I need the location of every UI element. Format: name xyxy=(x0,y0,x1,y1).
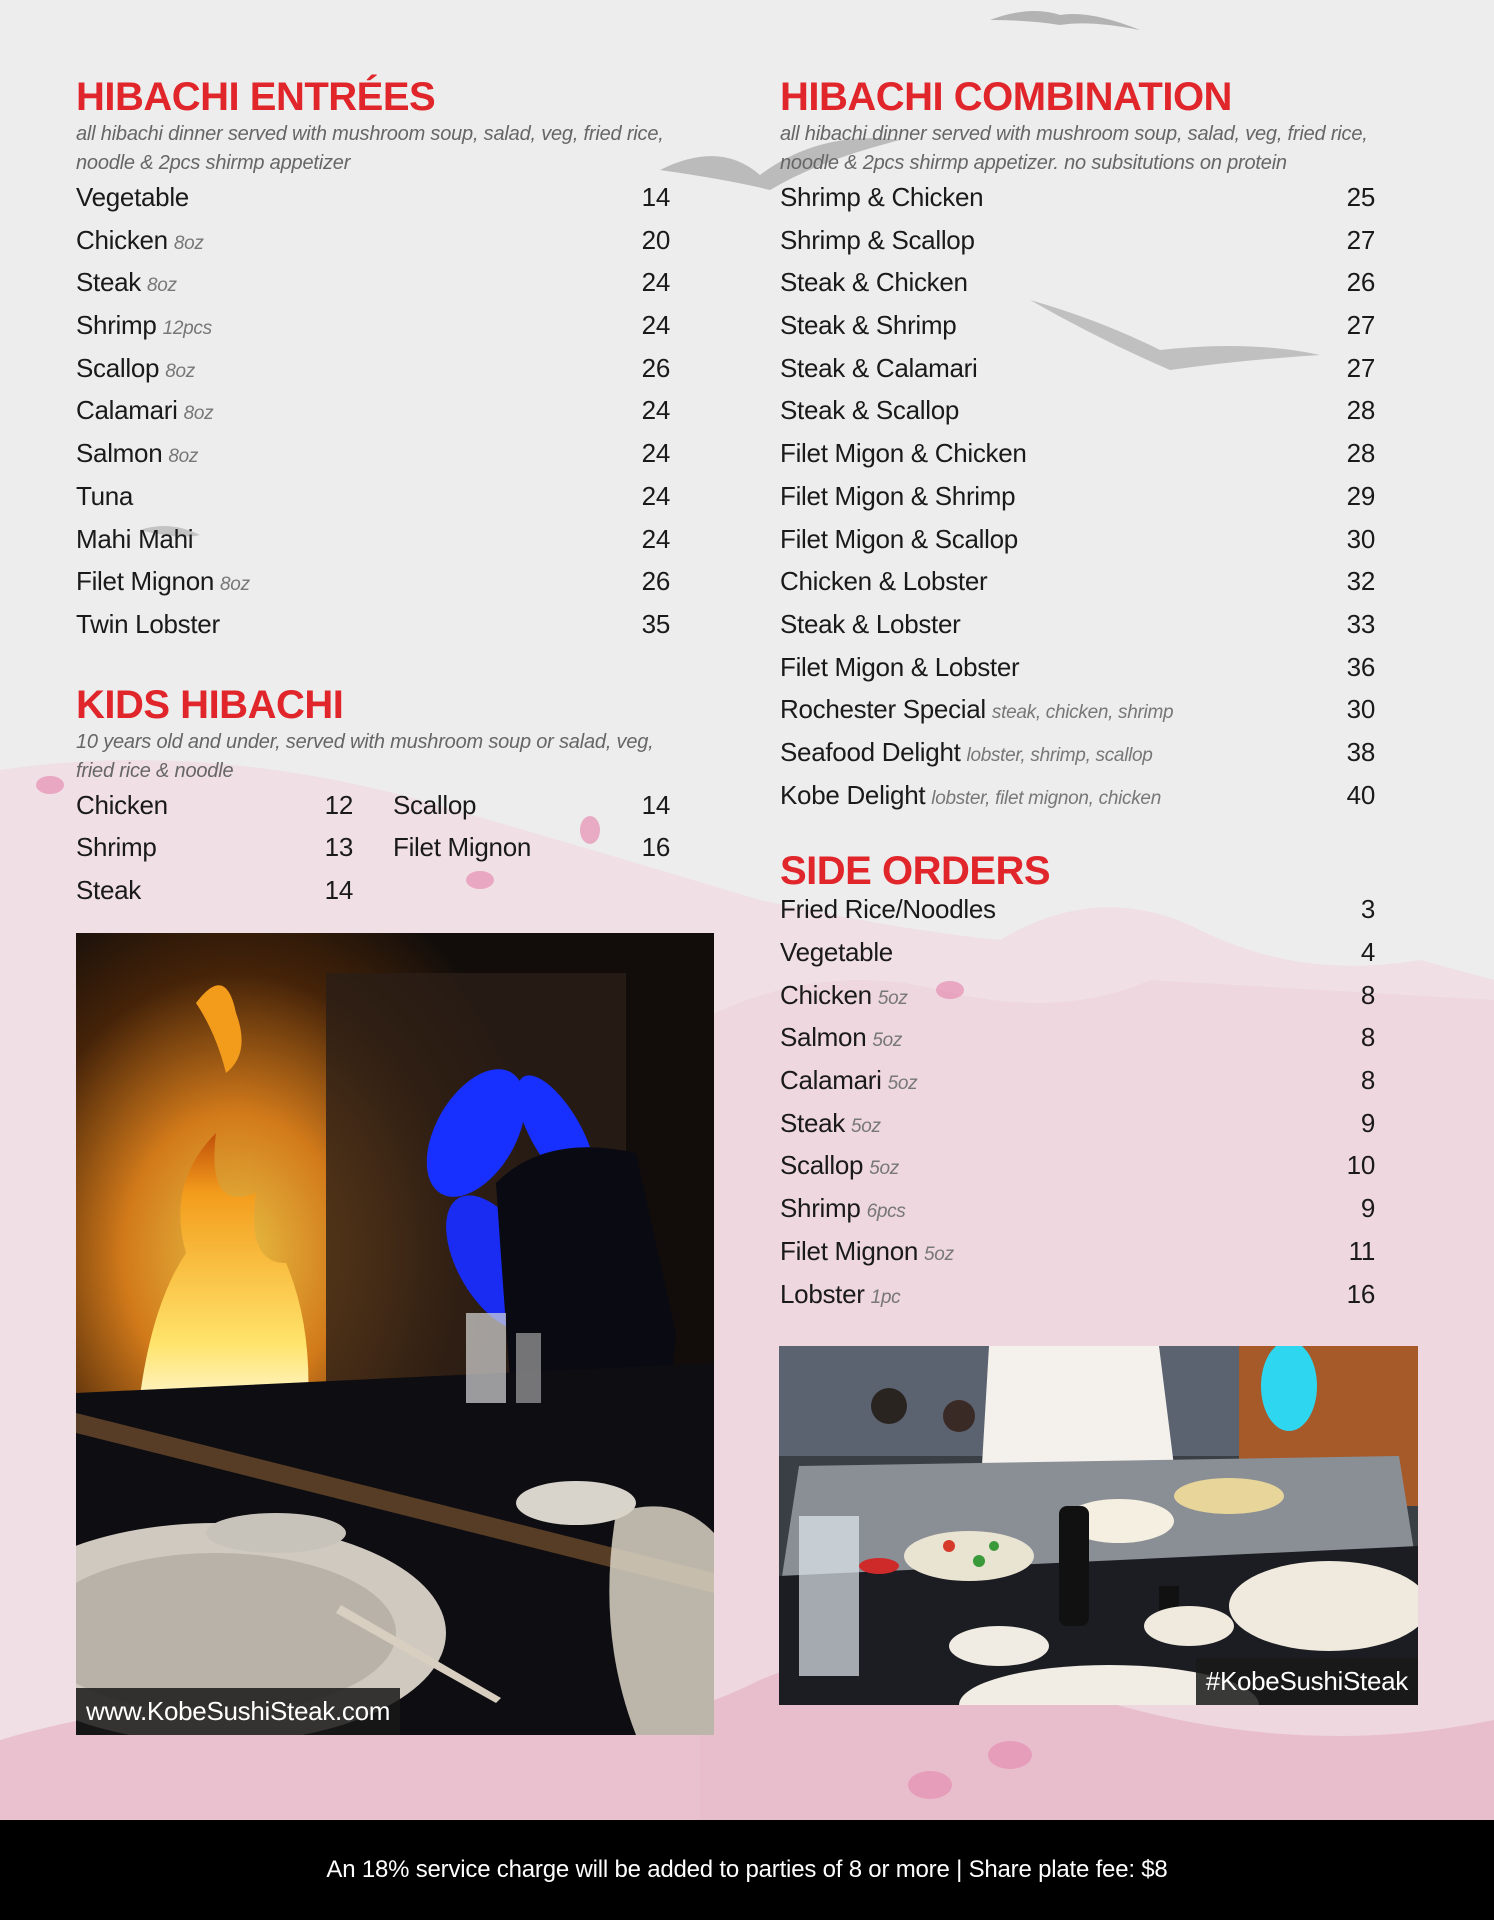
menu-item xyxy=(780,1065,1375,1108)
menu-item xyxy=(780,1150,1375,1193)
item-price: 12 xyxy=(324,789,353,820)
entrees-heading: HIBACHI ENTRÉES xyxy=(76,75,436,119)
combination-note: all hibachi dinner served with mushroom soup, salad, veg, fried rice, noodle & 2pcs shirmp appetizer. no subsitutions on protein xyxy=(780,123,1368,174)
menu-item xyxy=(76,875,353,918)
item-price: 9 xyxy=(1360,1193,1375,1224)
item-price: 27 xyxy=(1346,310,1375,341)
item-name: Steak & Lobster xyxy=(780,608,961,639)
menu-item xyxy=(780,652,1375,695)
item-name: Shrimp xyxy=(76,832,157,863)
item-name: Salmon xyxy=(780,1022,867,1053)
website-caption: www.KobeSushiSteak.com xyxy=(76,1688,400,1735)
footer-text: An 18% service charge will be added to parties of 8 or more | Share plate fee: $8 xyxy=(326,1856,1168,1883)
menu-item xyxy=(780,1193,1375,1236)
item-name: Calamari xyxy=(76,395,178,426)
item-detail: 8oz xyxy=(165,360,195,382)
menu-item xyxy=(780,481,1375,524)
item-price: 26 xyxy=(641,566,670,597)
kids-note: 10 years old and under, served with mushroom soup or salad, veg, fried rice & noodle xyxy=(76,730,654,782)
item-detail: 5oz xyxy=(851,1115,881,1137)
item-name: Vegetable xyxy=(76,182,189,212)
item-price: 26 xyxy=(1346,267,1375,298)
menu-item xyxy=(780,353,1375,396)
menu-item xyxy=(76,353,670,396)
item-price: 9 xyxy=(1360,1107,1375,1138)
item-price: 38 xyxy=(1346,736,1375,767)
item-detail: steak, chicken, shrimp xyxy=(991,702,1174,724)
item-price: 13 xyxy=(324,832,353,863)
menu-item xyxy=(393,790,670,833)
item-price: 14 xyxy=(641,789,670,820)
menu-item xyxy=(76,438,670,481)
combination-heading: HIBACHI COMBINATION xyxy=(780,75,1232,119)
item-price: 14 xyxy=(641,182,670,212)
item-name: Filet Migon & Shrimp xyxy=(780,480,1016,511)
menu-item xyxy=(76,790,353,833)
item-name: Steak xyxy=(780,1107,845,1138)
menu-item xyxy=(780,1236,1375,1279)
combination-list xyxy=(780,182,1375,822)
menu-item xyxy=(76,267,670,310)
left-column xyxy=(76,74,670,918)
item-detail: 12pcs xyxy=(162,318,212,340)
item-name: Twin Lobster xyxy=(76,608,220,639)
item-price: 35 xyxy=(641,608,670,639)
menu-item xyxy=(76,182,670,225)
menu-item xyxy=(780,737,1375,780)
item-price: 24 xyxy=(641,395,670,426)
menu-item xyxy=(76,832,353,875)
item-name: Lobster xyxy=(780,1278,865,1309)
sides-heading: SIDE ORDERS xyxy=(780,849,1051,894)
item-name: Chicken xyxy=(76,224,168,255)
item-detail: 8oz xyxy=(183,403,214,425)
item-price: 10 xyxy=(1346,1150,1375,1181)
item-detail: lobster, shrimp, scallop xyxy=(966,744,1153,766)
item-name: Kobe Delight xyxy=(780,779,926,810)
item-detail: 5oz xyxy=(887,1073,918,1095)
chef-grill-photo xyxy=(779,1346,1418,1705)
item-price: 28 xyxy=(1346,395,1375,426)
menu-item xyxy=(780,182,1375,225)
item-name: Mahi Mahi xyxy=(76,523,194,554)
item-detail: 1pc xyxy=(870,1286,901,1308)
item-price: 3 xyxy=(1360,894,1375,925)
menu-item xyxy=(780,780,1375,823)
item-name: Steak & Scallop xyxy=(780,395,960,426)
menu-item xyxy=(780,609,1375,652)
item-price: 32 xyxy=(1346,566,1375,597)
item-name: Filet Migon & Chicken xyxy=(780,438,1027,469)
item-price: 8 xyxy=(1360,1065,1375,1096)
item-price: 24 xyxy=(641,480,670,511)
menu-item xyxy=(780,310,1375,353)
item-price: 8 xyxy=(1360,1022,1375,1053)
item-name: Chicken & Lobster xyxy=(780,566,988,597)
item-detail: 5oz xyxy=(869,1158,899,1180)
item-detail: 5oz xyxy=(877,987,908,1009)
item-name: Calamari xyxy=(780,1065,882,1096)
item-price: 11 xyxy=(1348,1235,1375,1266)
footer-bar xyxy=(0,1820,1494,1920)
menu-item xyxy=(76,481,670,524)
entrees-note: all hibachi dinner served with mushroom soup, salad, veg, fried rice, noodle & 2pcs shirmp appetizer xyxy=(76,123,664,174)
item-name: Vegetable xyxy=(780,937,893,967)
item-price: 8 xyxy=(1360,979,1375,1010)
item-name: Scallop xyxy=(780,1150,864,1181)
item-name: Filet Migon & Lobster xyxy=(780,651,1020,682)
right-column xyxy=(780,74,1375,1321)
menu-item xyxy=(76,225,670,268)
flame-scene-illustration xyxy=(76,933,714,1735)
hashtag-caption: #KobeSushiSteak xyxy=(1196,1658,1418,1705)
menu-item xyxy=(780,524,1375,567)
item-detail: 8oz xyxy=(173,232,204,254)
sides-list xyxy=(780,894,1375,1321)
item-name: Fried Rice/Noodles xyxy=(780,894,996,925)
item-name: Chicken xyxy=(780,979,872,1010)
item-price: 27 xyxy=(1346,352,1375,383)
item-name: Shrimp & Chicken xyxy=(780,182,984,212)
item-name: Steak & Shrimp xyxy=(780,310,957,341)
item-name: Seafood Delight xyxy=(780,736,961,767)
menu-item xyxy=(393,832,670,875)
item-detail: 8oz xyxy=(147,275,177,297)
menu-item xyxy=(780,267,1375,310)
menu-item xyxy=(780,694,1375,737)
item-name: Steak & Chicken xyxy=(780,267,968,298)
hibachi-flame-photo xyxy=(76,933,714,1735)
item-price: 4 xyxy=(1360,937,1375,967)
kids-list xyxy=(76,790,670,918)
item-price: 27 xyxy=(1346,224,1375,255)
item-name: Chicken xyxy=(76,789,168,820)
menu-item xyxy=(76,524,670,567)
item-price: 29 xyxy=(1346,480,1375,511)
menu-item xyxy=(780,438,1375,481)
item-name: Scallop xyxy=(76,352,160,383)
item-detail: 8oz xyxy=(168,446,199,468)
item-name: Scallop xyxy=(393,789,477,820)
item-name: Filet Mignon xyxy=(393,832,532,863)
item-price: 20 xyxy=(641,224,670,255)
item-name: Tuna xyxy=(76,480,134,511)
menu-item xyxy=(780,395,1375,438)
kids-heading: KIDS HIBACHI xyxy=(76,682,344,727)
item-price: 16 xyxy=(1346,1278,1375,1309)
item-price: 24 xyxy=(641,523,670,554)
item-name: Steak & Calamari xyxy=(780,352,978,383)
menu-item xyxy=(780,1108,1375,1151)
item-price: 30 xyxy=(1346,694,1375,725)
menu-item xyxy=(780,980,1375,1023)
menu-item xyxy=(780,566,1375,609)
item-name: Filet Mignon xyxy=(76,566,215,597)
item-detail: 5oz xyxy=(872,1030,903,1052)
item-price: 33 xyxy=(1346,608,1375,639)
item-name: Steak xyxy=(76,267,141,298)
menu-item xyxy=(780,1279,1375,1322)
item-price: 16 xyxy=(641,832,670,863)
menu-item xyxy=(780,225,1375,268)
item-detail: 5oz xyxy=(924,1243,954,1265)
item-price: 36 xyxy=(1346,651,1375,682)
menu-item xyxy=(780,937,1375,980)
grill-scene-illustration xyxy=(779,1346,1418,1705)
menu-item xyxy=(76,395,670,438)
menu-item xyxy=(76,566,670,609)
item-detail: 6pcs xyxy=(866,1201,906,1223)
menu-item xyxy=(76,609,670,652)
item-price: 24 xyxy=(641,267,670,298)
kids-column-left xyxy=(76,790,353,918)
item-name: Steak xyxy=(76,874,141,905)
menu-item xyxy=(76,310,670,353)
menu-item xyxy=(780,894,1375,937)
entrees-list xyxy=(76,182,670,652)
item-price: 14 xyxy=(324,874,353,905)
item-name: Shrimp xyxy=(76,310,157,341)
item-price: 40 xyxy=(1346,779,1375,810)
item-detail: 8oz xyxy=(220,574,250,596)
item-price: 24 xyxy=(641,310,670,341)
item-price: 28 xyxy=(1346,438,1375,469)
item-name: Salmon xyxy=(76,438,163,469)
item-name: Filet Mignon xyxy=(780,1235,919,1266)
item-price: 30 xyxy=(1346,523,1375,554)
item-name: Filet Migon & Scallop xyxy=(780,523,1018,554)
item-detail: lobster, filet mignon, chicken xyxy=(931,787,1161,809)
item-price: 25 xyxy=(1346,182,1375,212)
item-price: 26 xyxy=(641,352,670,383)
menu-item xyxy=(780,1022,1375,1065)
kids-column-right xyxy=(393,790,670,918)
item-name: Shrimp xyxy=(780,1193,861,1224)
item-name: Rochester Special xyxy=(780,694,986,725)
item-name: Shrimp & Scallop xyxy=(780,224,975,255)
item-price: 24 xyxy=(641,438,670,469)
